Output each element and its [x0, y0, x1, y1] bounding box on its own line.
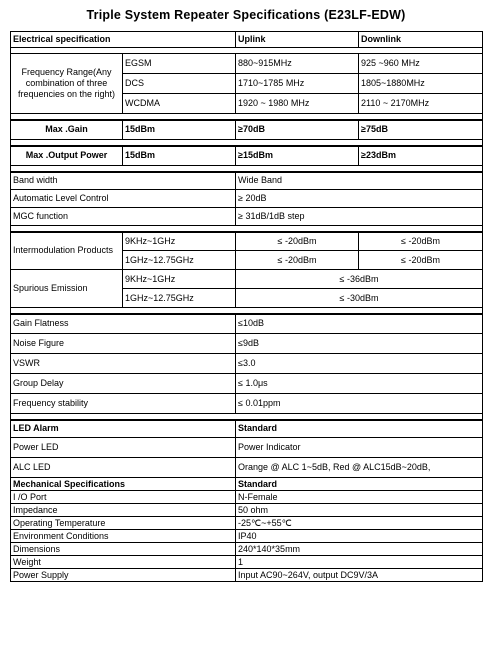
freq-band: WCDMA: [123, 94, 236, 114]
spec-label: Weight: [11, 556, 236, 569]
freq-band: DCS: [123, 74, 236, 94]
spur-range: 9KHz~1GHz: [123, 270, 236, 289]
spec-value: ≤9dB: [236, 334, 483, 354]
imd-range: 9KHz~1GHz: [123, 232, 236, 251]
led-label: LED Alarm: [11, 420, 236, 438]
spec-row: [11, 354, 483, 374]
spec-label: MGC function: [11, 208, 236, 226]
spec-value: 1: [236, 556, 483, 569]
spec-label: VSWR: [11, 354, 236, 374]
power-row: [11, 146, 483, 166]
spec-row: [11, 458, 483, 478]
spec-value: Input AC90~264V, output DC9V/3A: [236, 569, 483, 582]
spec-value: IP40: [236, 530, 483, 543]
spec-row: [11, 491, 483, 504]
header-electrical: Electrical specification: [11, 32, 236, 48]
header-row: [11, 32, 483, 48]
freq-row: [11, 54, 483, 74]
spec-value: ≤ 1.0μs: [236, 374, 483, 394]
imd-range: 1GHz~12.75GHz: [123, 251, 236, 270]
led-row: [11, 420, 483, 438]
power-value: 15dBm: [123, 146, 236, 166]
freq-up: 880~915MHz: [236, 54, 359, 74]
gain-label: Max .Gain: [11, 120, 123, 140]
power-up: ≥15dBm: [236, 146, 359, 166]
freq-band: EGSM: [123, 54, 236, 74]
spec-value: ≤10dB: [236, 314, 483, 334]
spur-row: [11, 270, 483, 289]
spec-row: [11, 172, 483, 190]
spec-row: [11, 504, 483, 517]
spur-value: ≤ -30dBm: [236, 289, 483, 308]
spec-row: [11, 530, 483, 543]
spec-row: [11, 394, 483, 414]
spec-label: Environment Conditions: [11, 530, 236, 543]
freq-down: 925 ~960 MHz: [359, 54, 483, 74]
spec-row: [11, 543, 483, 556]
spec-value: ≥ 20dB: [236, 190, 483, 208]
spec-row: [11, 314, 483, 334]
freq-label: Frequency Range(Any combination of three frequencies on the right): [11, 54, 123, 114]
mech-label: Mechanical Specifications: [11, 478, 236, 491]
spec-label: Power Supply: [11, 569, 236, 582]
spec-value: -25℃~+55℃: [236, 517, 483, 530]
spec-value: ≥ 31dB/1dB step: [236, 208, 483, 226]
spec-label: Operating Temperature: [11, 517, 236, 530]
freq-down: 2110 ~ 2170MHz: [359, 94, 483, 114]
gain-up: ≥70dB: [236, 120, 359, 140]
gain-down: ≥75dB: [359, 120, 483, 140]
imd-down: ≤ -20dBm: [359, 232, 483, 251]
spec-table: [10, 31, 483, 582]
spec-label: Frequency stability: [11, 394, 236, 414]
gain-row: [11, 120, 483, 140]
spec-row: [11, 334, 483, 354]
spec-row: [11, 438, 483, 458]
spec-value: ≤ 0.01ppm: [236, 394, 483, 414]
spur-range: 1GHz~12.75GHz: [123, 289, 236, 308]
spec-row: [11, 374, 483, 394]
gain-value: 15dBm: [123, 120, 236, 140]
spec-row: [11, 569, 483, 582]
spec-value: N-Female: [236, 491, 483, 504]
spec-value: ≤3.0: [236, 354, 483, 374]
led-value: Standard: [236, 420, 483, 438]
spec-label: I /O Port: [11, 491, 236, 504]
spec-row: [11, 517, 483, 530]
freq-down: 1805~1880MHz: [359, 74, 483, 94]
imd-row: [11, 232, 483, 251]
power-down: ≥23dBm: [359, 146, 483, 166]
spec-label: Dimensions: [11, 543, 236, 556]
spec-value: 50 ohm: [236, 504, 483, 517]
power-label: Max .Output Power: [11, 146, 123, 166]
spec-row: [11, 208, 483, 226]
spec-label: Automatic Level Control: [11, 190, 236, 208]
spec-label: Group Delay: [11, 374, 236, 394]
spec-row: [11, 556, 483, 569]
imd-up: ≤ -20dBm: [236, 232, 359, 251]
spec-value: Power Indicator: [236, 438, 483, 458]
mech-value: Standard: [236, 478, 483, 491]
document-title: Triple System Repeater Specifications (E23LF-EDW): [86, 8, 406, 22]
spur-label: Spurious Emission: [11, 270, 123, 308]
spec-row: [11, 190, 483, 208]
spec-label: Gain Flatness: [11, 314, 236, 334]
mech-row: [11, 478, 483, 491]
spec-label: Impedance: [11, 504, 236, 517]
spec-label: Noise Figure: [11, 334, 236, 354]
freq-up: 1920 ~ 1980 MHz: [236, 94, 359, 114]
spec-label: Band width: [11, 172, 236, 190]
header-downlink: Downlink: [359, 32, 483, 48]
imd-down: ≤ -20dBm: [359, 251, 483, 270]
freq-up: 1710~1785 MHz: [236, 74, 359, 94]
spur-value: ≤ -36dBm: [236, 270, 483, 289]
spec-label: ALC LED: [11, 458, 236, 478]
spec-label: Power LED: [11, 438, 236, 458]
imd-up: ≤ -20dBm: [236, 251, 359, 270]
imd-label: Intermodulation Products: [11, 232, 123, 270]
spec-value: Wide Band: [236, 172, 483, 190]
spec-value: Orange @ ALC 1~5dB, Red @ ALC15dB~20dB,: [236, 458, 483, 478]
spec-value: 240*140*35mm: [236, 543, 483, 556]
header-uplink: Uplink: [236, 32, 359, 48]
